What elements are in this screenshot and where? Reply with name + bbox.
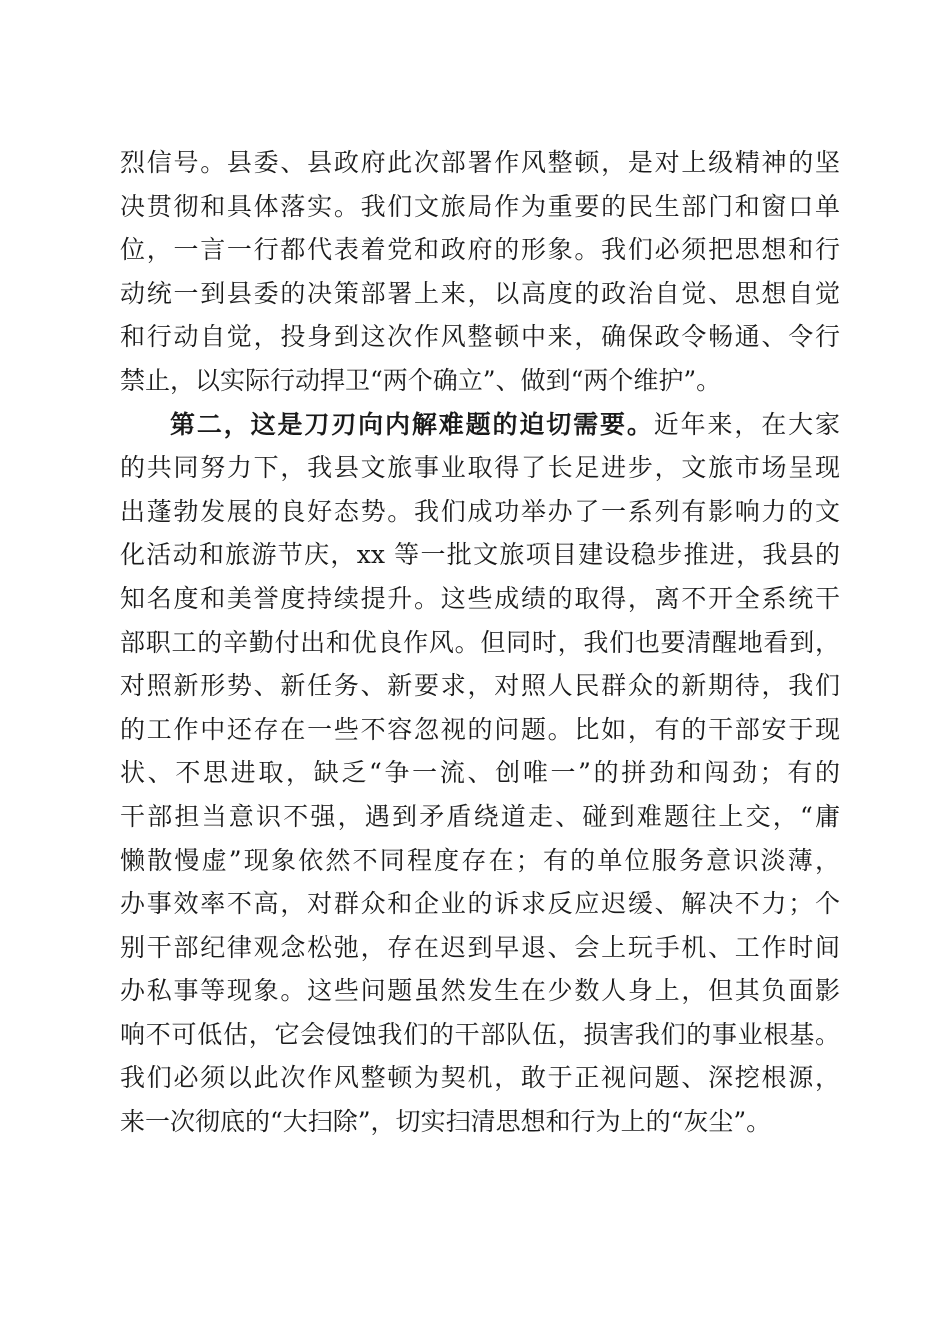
text-line: 办事效率不高，对群众和企业的诉求反应迟缓、解决不力；个 bbox=[120, 889, 840, 919]
text-line: 我们必须以此次作风整顿为契机，敢于正视问题、深挖根源， bbox=[120, 1063, 840, 1093]
text-line: 的共同努力下，我县文旅事业取得了长足进步，文旅市场呈现 bbox=[120, 453, 840, 483]
text-line: 和行动自觉，投身到这次作风整顿中来，确保政令畅通、令行 bbox=[120, 322, 840, 352]
text-line: 干部担当意识不强，遇到矛盾绕道走、碰到难题往上交，“庸 bbox=[120, 801, 840, 831]
text-line: 出蓬勃发展的良好态势。我们成功举办了一系列有影响力的文 bbox=[120, 496, 840, 526]
text-line: 烈信号。县委、县政府此次部署作风整顿，是对上级精神的坚 bbox=[120, 148, 840, 177]
text-line: 来一次彻底的“大扫除”，切实扫清思想和行为上的“灰尘”。 bbox=[120, 1107, 772, 1137]
text-line: 响不可低估，它会侵蚀我们的干部队伍，损害我们的事业根基。 bbox=[120, 1019, 840, 1049]
text-line: 懒散慢虚”现象依然不同程度存在；有的单位服务意识淡薄， bbox=[120, 845, 840, 875]
text-line: 知名度和美誉度持续提升。这些成绩的取得，离不开全系统干 bbox=[120, 583, 840, 613]
text-line: 动统一到县委的决策部署上来，以高度的政治自觉、思想自觉 bbox=[120, 278, 840, 308]
text-line: 部职工的辛勤付出和优良作风。但同时，我们也要清醒地看到， bbox=[120, 627, 840, 657]
heading-line-rest: 近年来，在大家 bbox=[653, 409, 840, 439]
section-heading: 第二，这是刀刃向内解难题的迫切需要。 bbox=[170, 409, 654, 439]
text-line: 的工作中还存在一些不容忽视的问题。比如，有的干部安于现 bbox=[120, 714, 840, 744]
text-line: 决贯彻和具体落实。我们文旅局作为重要的民生部门和窗口单 bbox=[120, 191, 840, 221]
text-line: 对照新形势、新任务、新要求，对照人民群众的新期待，我们 bbox=[120, 671, 840, 701]
text-line: 化活动和旅游节庆，xx 等一批文旅项目建设稳步推进，我县的 bbox=[120, 540, 840, 570]
body-text bbox=[120, 141, 840, 1144]
text-line: 别干部纪律观念松弛，存在迟到早退、会上玩手机、工作时间 bbox=[120, 932, 840, 962]
text-line: 办私事等现象。这些问题虽然发生在少数人身上，但其负面影 bbox=[120, 976, 840, 1006]
text-line: 状、不思进取，缺乏“争一流、创唯一”的拼劲和闯劲；有的 bbox=[120, 758, 840, 788]
paragraph-2 bbox=[120, 403, 840, 1144]
text-line: 位，一言一行都代表着党和政府的形象。我们必须把思想和行 bbox=[120, 235, 840, 265]
paragraph-1 bbox=[120, 141, 840, 403]
text-line bbox=[120, 403, 840, 447]
text-line: 禁止，以实际行动捍卫“两个确立”、做到“两个维护”。 bbox=[120, 365, 722, 395]
